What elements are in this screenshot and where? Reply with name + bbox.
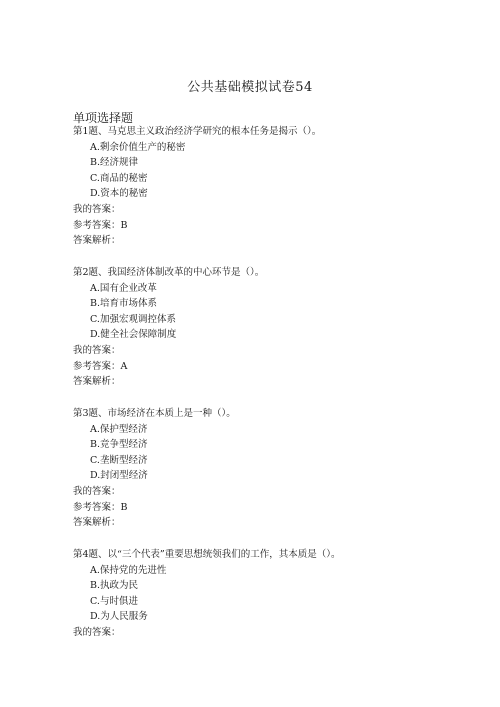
question-stem: 第3题、市场经济在本质上是一种（）。 xyxy=(73,408,236,419)
option-b: B.经济规律 xyxy=(90,157,139,169)
question-3 xyxy=(73,406,473,531)
reference-answer: 参考答案：A xyxy=(73,360,128,372)
my-answer-label: 我的答案： xyxy=(73,485,121,497)
option-b: B.竞争型经济 xyxy=(90,439,148,451)
reference-answer: 参考答案：B xyxy=(73,501,128,513)
option-c: C.加强宏观调控体系 xyxy=(90,313,176,325)
option-b: B.培育市场体系 xyxy=(90,298,158,310)
question-stem: 第1题、马克思主义政治经济学研究的根本任务是揭示（）。 xyxy=(73,126,322,137)
page-title: 公共基础模拟试卷54 xyxy=(187,80,313,95)
option-a: A.剩余价值生产的秘密 xyxy=(90,141,186,153)
my-answer-label: 我的答案： xyxy=(73,203,121,215)
option-d: D.资本的秘密 xyxy=(90,188,148,200)
question-stem: 第4题、以“三个代表”重要思想统领我们的工作，其本质是（）。 xyxy=(73,549,341,560)
answer-analysis-label: 答案解析： xyxy=(73,235,121,247)
question-2 xyxy=(73,265,473,390)
option-a: A.国有企业改革 xyxy=(90,282,157,294)
option-d: D.为人民服务 xyxy=(90,611,148,623)
my-answer-label: 我的答案： xyxy=(73,626,121,638)
option-d: D.健全社会保障制度 xyxy=(90,329,177,341)
question-1 xyxy=(73,124,473,249)
option-c: C.与时俱进 xyxy=(90,595,138,607)
option-c: C.商品的秘密 xyxy=(90,172,148,184)
option-b: B.执政为民 xyxy=(90,580,139,592)
option-d: D.封闭型经济 xyxy=(90,470,148,482)
reference-answer: 参考答案：B xyxy=(73,219,128,231)
question-stem: 第2题、我国经济体制改革的中心环节是（）。 xyxy=(73,267,265,278)
question-4 xyxy=(73,547,473,641)
answer-analysis-label: 答案解析： xyxy=(73,517,121,529)
option-a: A.保护型经济 xyxy=(90,423,148,435)
section-title: 单项选择题 xyxy=(73,111,134,125)
answer-analysis-label: 答案解析： xyxy=(73,376,121,388)
option-c: C.垄断型经济 xyxy=(90,454,148,466)
option-a: A.保持党的先进性 xyxy=(90,564,167,576)
my-answer-label: 我的答案： xyxy=(73,344,121,356)
